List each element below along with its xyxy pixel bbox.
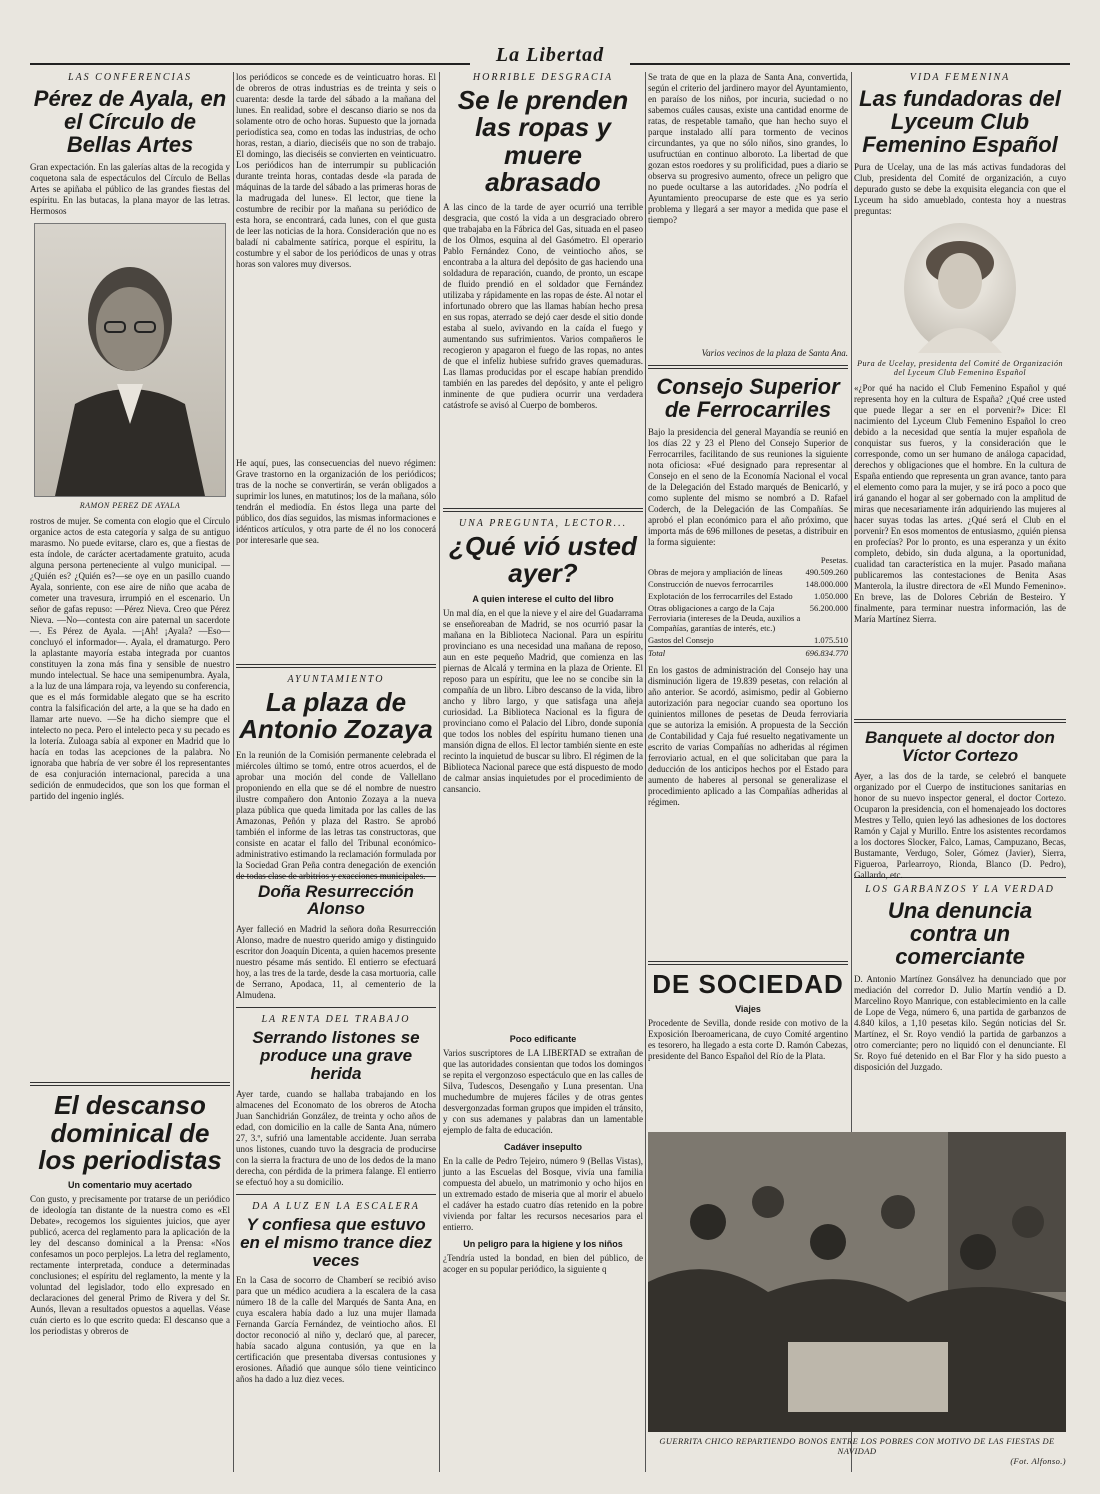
portrait-caption: RAMON PEREZ DE AYALA bbox=[79, 501, 181, 511]
article-headline: DE SOCIEDAD bbox=[652, 969, 844, 1000]
separator bbox=[236, 1007, 436, 1008]
table-row: Construcción de nuevos ferrocarriles 148.000.000 bbox=[648, 579, 848, 590]
portrait-photo bbox=[904, 223, 1016, 353]
article-body: En la Casa de socorro de Chamberí se recibió aviso para que un médico acudiera a la escalera de la casa número 18 de la calle del Marqués de Santa Ana, en cuya escalera había dado a luz una mujer llamada Fernanda García Fernández, de veintiocho años. El doctor reconoció al niño y, declaró que, al parecer, había sacado alguna contusión, ya que en la certificación que presentaba diversas contusiones y erosiones. Añadió que aunque sólo tiene veinticinco años ha dado a luz diez veces. bbox=[236, 1275, 436, 1385]
portrait-photo bbox=[34, 223, 226, 497]
section-label: VIDA FEMENINA bbox=[909, 72, 1011, 83]
column-divider bbox=[645, 72, 646, 1472]
table-total-row: Total 696.834.770 bbox=[648, 648, 848, 659]
article-intro: Gran expectación. En las galerías altas de la recogida y coquetona sala de espectáculos del Círculo de Bellas Artes se apiñaba el público de las grandes fiestas del espíritu. En las butacas, la plana mayor de las letras. Hermosos bbox=[30, 162, 230, 217]
section-label: LA RENTA DEL TRABAJO bbox=[261, 1014, 411, 1026]
article-body: rostros de mujer. Se comenta con elogio que el Círculo organice actos de esta categoría y salga de su antiguo marasmo. No puede evitarse, claro es, que a fiestas de esta índole, de carácter acertadamente gratuito, acuda alguna persona perteneciente al vulgo municipal. —¿Quién es? ¿Quién es?—se oye en un pasillo cuando Ayala, sonriente, con ese aire de niño que acaba de cometer una travesura, irrumpió en el escenario. Un señor de gafas repuso: —Pérez Nieva. Creo que Pérez Nieva. —No—contesta con aire paternal un sacerdote—. Es Pérez de Ayala. —¡Ah! ¡Ayala? —Eso—concluyó el informador—. Ayala, el dramaturgo. Pero la aplastante mayoría estaba integrada por cuantos constituyen la zona más fina y sensible de nuestro mundo intelectual. Se hace una semipenumbra. Ayala, a la luz de una lámpara roja, va leyendo su conferencia, que es el más formidable alegato que se ha escrito contra la falsificación del arte, a la que se ha dado en llamar arte nuevo. —Se ha dicho siempre que el intelecto no peca. Pero el intelecto peca y su pecado es la lotería. Zuloaga sabía al exponer en Madrid que lo hacía en todas las acepciones de la palabra. No ignoraba que habría de ver sobre él los representantes de esa conjuración internacional, parecida a una sedición de enmudecidos, que son los que forman el partido del ingenio inglés. bbox=[30, 516, 230, 802]
portrait-illustration bbox=[904, 223, 1016, 353]
article-body: los periódicos se concede es de veinticuatro horas. El de obreros de otras industrias es de treinta y seis o cuarenta: desde la tarde del sábado a la mañana del lunes. En realidad, sobre el descanso diario se nos da solamente otro de ocho horas. Supuesto que la jornada periodística sea, como en todas las industrias, de ocho horas, restan, a diario, dieciséis que no son de trabajo. El domingo, las dieciséis se convierten en veinticuatro. Los periódicos han de interrumpir su publicación durante treinta horas, contadas desde «la parada de máquinas de la tarde del sábado a las primeras horas de la madrugada del lunes». El lector, que tiene la costumbre de recibir por la mañana su periódico de esta hora, se encontrará, cada lunes, con el que gusta de leer las noticias de la hora. Consideración que no es baladí ni cabalmente satírica, porque el espíritu, la costumbre y el sabor de los periódicos de unas y otras horas son valores muy diversos. bbox=[236, 72, 436, 269]
article-body: He aquí, pues, las consecuencias del nuevo régimen: Grave trastorno en la organización de los periódicos; tras de la noche se convertirán, se verán obligados a suprimir los lunes, en matutinos; los de la mañana, sólo tendrán el mediodía. En éstos llega una parte del público, dos días seguidos, las mismas informaciones e idénticos artículos, y otra parte de él no los conocerá por interesarle que sea. bbox=[236, 458, 436, 545]
article-headline: Doña Resurrección Alonso bbox=[258, 881, 414, 919]
article-headline: ¿Qué vió usted ayer? bbox=[449, 531, 637, 589]
section-label: LOS GARBANZOS Y LA VERDAD bbox=[865, 883, 1055, 895]
separator bbox=[854, 719, 1066, 723]
article-body: En la calle de Pedro Tejeiro, número 9 (Bellas Vistas), junto a las Escuelas del Bosque, vivía una familia compuesta del abuelo, un matrimonio y ocho hijos en un extremado estado de miseria que al morir el abuelo el cadáver ha estado cuatro días retenido en la pobre vivienda por faltar les recursos necesarios para el entierro. bbox=[443, 1155, 643, 1232]
section-label: DA A LUZ EN LA ESCALERA bbox=[252, 1200, 420, 1212]
article-subhead: A quien interese el culto del libro bbox=[472, 593, 614, 604]
article-body: En los gastos de administración del Consejo hay una disminución ligera de 19.839 pesetas, con relación al año anterior. Se acordó, asimismo, pedir al Gobierno autorización para negociar cuando sea oportuno los quinientos millones de pesetas de Deuda ferroviaria que se autoriza la emisión. A propuesta de la Sección de Contabilidad y Caja fué resuelto negativamente un escrito de varias Compañías no adheridas al régimen ferroviario actual, en el que solicitaban que para la deducción de los anticipos hechos por el Estado para aumento de haberes al personal se generalizase el procedimiento aplicado a las Compañías adheridas al régimen. bbox=[648, 665, 848, 808]
separator bbox=[30, 1082, 230, 1086]
article-body: Con gusto, y precisamente por tratarse de un periódico de ideología tan distante de la nuestra como es «El Debate», recogemos los siguientes juicios, que ayer publicó, acerca del reglamento para la aplicación de la ley del descanso dominical a la Prensa: «Nos confesamos un poco perplejos. La letra del reglamento, rectamente interpretada, conduce a determinadas conclusiones; el espíritu del reglamento, la mente y la voluntad del legislador, todo ello expresado en declaraciones del general Primo de Rivera y del Sr. Aunós, llevan a resultados opuestos a aquellas. Véase cuán cierto es lo que escrito queda: El descanso que a los periodistas y obreros de bbox=[30, 1194, 230, 1337]
article-headline: El descanso dominical de los periodistas bbox=[38, 1090, 222, 1175]
portrait-caption: Pura de Ucelay, presidenta del Comité de Organización del Lyceum Club Femenino Español bbox=[857, 359, 1063, 378]
news-photo bbox=[648, 1132, 1066, 1466]
section-label: LAS CONFERENCIAS bbox=[68, 72, 192, 83]
masthead bbox=[30, 44, 1070, 68]
article-headline: Consejo Superior de Ferrocarriles bbox=[656, 374, 840, 423]
article-subhead: Poco edificante bbox=[509, 1033, 577, 1044]
budget-table bbox=[648, 554, 848, 659]
article-subhead: Un peligro para la higiene y los niños bbox=[463, 1238, 623, 1249]
article-body: Se trata de que en la plaza de Santa Ana, convertida, según el criterio del jardinero mayor del Ayuntamiento, en paraíso de los niños, por incuria, suciedad o no sabemos cuáles causas, existe una cantidad enorme de ratas, de respetable tamaño, que han hecho suyo el parque instalado allí para tormento de vecinos circundantes, ya que no sólo niños, sino grandes, lo usufructúan en continuo alboroto. La libertad de que gozan estos roedores y su prolificidad, pues a diario se observa su progresivo aumento, ofrece un peligro que no puede ocultarse a las autoridades. ¿No podría el Ayuntamiento preocuparse de este que es ya serio problema y llegará a ser mayor a medida que pase el tiempo? bbox=[648, 72, 848, 225]
article-headline: Las fundadoras del Lyceum Club Femenino Español bbox=[859, 86, 1061, 158]
column-4 bbox=[648, 72, 848, 1122]
masthead-rule-right bbox=[630, 63, 1070, 65]
article-headline: Una denuncia contra un comerciante bbox=[887, 897, 1033, 970]
article-body: ¿Tendría usted la bondad, en bien del público, de acoger en su popular periódico, la siguiente q bbox=[443, 1252, 643, 1274]
separator bbox=[443, 508, 643, 512]
column-divider bbox=[439, 72, 440, 1472]
article-body: En la reunión de la Comisión permanente celebrada el miércoles último se tomó, entre otros acuerdos, el de aprobar una moción del conde de Vallellano proponiendo en ella que se dé el nombre de nuestro ilustre compañero don Antonio Zozaya a la nueva plaza pública que queda limitada por las calles de las Amazonas, Peñón y plaza del Rastro. Se aprobó también el informe de las letras tas constructoras, que consiste en acatar el fallo del Tribunal económico-administrativo estimando la reclamación formulada por la Sociedad Gran Peña contra denegación de exención de todas clase de arbitrios y exacciones municipales. bbox=[236, 749, 436, 881]
article-subhead: Viajes bbox=[735, 1004, 761, 1015]
article-body: D. Antonio Martínez Gonsálvez ha denunciado que por mediación del corredor D. Julio Martín vendió a D. Marcelino Royo Manrique, con establecimiento en la calle de Lope de Vega, número 6, una partida de garbanzos de 4.840 kilos, a 1,10 pesetas kilo. Según noticias del Sr. Martínez, el Sr. Royo vendió la partida de garbanzos a otro comerciante; pero no liquidó con el denunciante. El Sr. Royo fué detenido en el Bar Flor y ha sido puesto a disposición del Juzgado. bbox=[854, 974, 1066, 1073]
letter-signature: Varios vecinos de la plaza de Santa Ana. bbox=[701, 348, 848, 358]
section-label: HORRIBLE DESGRACIA bbox=[472, 72, 614, 83]
column-2 bbox=[236, 72, 436, 1472]
article-headline: La plaza de Antonio Zozaya bbox=[239, 687, 433, 745]
masthead-title: La Libertad bbox=[495, 44, 605, 66]
section-label: UNA PREGUNTA, LECTOR... bbox=[458, 518, 628, 530]
article-body: Un mal día, en el que la nieve y el aire del Guadarrama se enseñoreaban de Madrid, se nos ocurrió pasar la mañana en la Biblioteca Nacional. Para un espíritu provinciano es una necesidad una mañana de reposo, aun en este pequeño Madrid, que comienza en las piernas de Alcalá y termina en la plaza de Oriente. El reposo para un espíritu, que lee no se concibe sin la compañía de un libro. Libro descanso de la vida, libro ancho y libro largo, y que satisfaga una añeja curiosidad. La Biblioteca Nacional es la figura de provinciano como el Palacio del Libro, donde suponía que todos los nobles del espíritu humano tienen una mansión digna de ellos. El lector también siente en este recinto la inquietud de buscar su libro. El régimen de la Biblioteca Nacional parece que está dispuesto de modo de calmar ansias inquietudes por el procedimiento de cansancio. bbox=[443, 607, 643, 794]
article-body: Procedente de Sevilla, donde reside con motivo de la Exposición Iberoamericana, de cuyo Comité argentino es tesorero, ha llegado a esta corte D. Ramón Cabezas, presidente del Banco Español del Río de la Plata. bbox=[648, 1018, 848, 1062]
table-row: Otras obligaciones a cargo de la Caja Ferroviaria (intereses de la Deuda, auxilios a Compañías, garantías de interés, etc.) 56.200.000 bbox=[648, 603, 848, 634]
article-body: Bajo la presidencia del general Mayandía se reunió en los días 22 y 23 el Pleno del Consejo Superior de Ferrocarriles, facilitando de sus reuniones la siguiente nota oficiosa: «Fué designado para representar al Consejo en el seno de la Economía Nacional el vocal de la Delegación del Estado marqués de Benicarló, y como suplente del mismo se nombró a D. Rafael Coderch, de la Delegación de las Compañías. Se aprobó el plan económico para el año próximo, que importa más de 696 millones de pesetas, a distribuir en la forma siguiente: bbox=[648, 427, 848, 548]
column-5 bbox=[854, 72, 1066, 1122]
article-headline: Se le prenden las ropas y muere abrasado bbox=[457, 85, 629, 197]
article-subhead: Un comentario muy acertado bbox=[67, 1180, 193, 1191]
crowd-illustration bbox=[648, 1132, 1066, 1432]
separator bbox=[236, 664, 436, 668]
table-header: Pesetas. bbox=[820, 555, 848, 566]
separator bbox=[648, 365, 848, 369]
column-1 bbox=[30, 72, 230, 1472]
separator bbox=[236, 1194, 436, 1195]
masthead-rule-left bbox=[30, 63, 470, 65]
article-headline: Y confiesa que estuvo en el mismo trance diez veces bbox=[240, 1214, 432, 1270]
article-body: Ayer, a las dos de la tarde, se celebró el banquete organizado por el Cuerpo de instituciones sanitarias en honor de su nuevo inspector general, el doctor Cortezo. Ocuparon la presidencia, con el homenajeado los doctores Mestres y Tello, quien leyó las adhesiones de los doctores Ramón y Cajal y Murillo. Entre los asistentes recordamos a los doctores Slocker, Falco, Lamas, Campuzano, Becas, Bustamante, Verdugo, Soler, Gómez (Javier), Sierra, Figueroa, Parlearroyo, Rionda, Blanco (D. Pedro), Gallardo, etc. bbox=[854, 770, 1066, 880]
article-body: Ayer falleció en Madrid la señora doña Resurrección Alonso, madre de nuestro querido amigo y distinguido escritor don Joaquín Dicenta, a quien hacemos presente nuestro pésame más sentido. El entierro se efectuará hoy, a las tres de la tarde, desde la casa mortuoria, calle de Serrano, Apodaca, 11, al cementerio de la Almudena. bbox=[236, 924, 436, 1001]
table-row: Explotación de los ferrocarriles del Estado 1.050.000 bbox=[648, 591, 848, 602]
article-headline: Serrando listones se produce una grave herida bbox=[252, 1028, 420, 1083]
column-3 bbox=[443, 72, 643, 1472]
portrait-illustration bbox=[35, 224, 225, 496]
article-subhead: Cadáver insepulto bbox=[503, 1141, 583, 1152]
separator bbox=[648, 961, 848, 965]
article-body: A las cinco de la tarde de ayer ocurrió una terrible desgracia, que costó la vida a un desgraciado obrero que trabajaba en la Fábrica del Gas, situada en el paseo de los Olmos, esquina al del Gasómetro. El operario Pablo Fernández Cono, de veintiocho años, se encontraba a la altura del depósito de gas haciendo una soldadura de reparación, cuando, de pronto, un escape de fluido prendió en el soldador que Fernández utilizaba y rápidamente en las ropas de éste. Al notar el infortunado obrero que las llamas habían hecho presa en sus ropas, aterrado se dejó caer desde el sitio donde estaba al suelo, avivando en la caída el fuego y aumentando sus sufrimientos. Varios compañeros le recogieron y apagaron el fuego de las ropas, no antes de que el infeliz hubiese sufrido graves quemaduras. Las llamas producidas por el escape habían prendido también en las paredes del depósito, y ante el peligro inminente de que pudiera ocurrir una verdadera catástrofe se avisó al Cuerpo de bomberos. bbox=[443, 202, 643, 411]
article-headline: Banquete al doctor don Víctor Cortezo bbox=[865, 728, 1055, 766]
article-body: Pura de Ucelay, una de las más activas fundadoras del Club, presidenta del Comité de organización, a cuyo depurado gusto se debe la exquisita elegancia con que el Lyceum ha sido amueblado, contesta hoy a nuestras preguntas: bbox=[854, 162, 1066, 217]
article-body: Ayer tarde, cuando se hallaba trabajando en los almacenes del Economato de los obreros de Atocha Juan Sanchidrián González, de treinta y ocho años de edad, con domicilio en la calle de Santa Ana, número 27, 3.º, sufrió una lamentable accidente. Juan serraba unos listones, cuando tuvo la desgracia de producirse con la sierra la fractura de uno de los dedos de la mano derecha, con pérdida de la primera falange. El entierro se efectuó hoy a su domicilio. bbox=[236, 1088, 436, 1187]
section-label: AYUNTAMIENTO bbox=[287, 674, 385, 685]
column-divider bbox=[233, 72, 234, 1472]
article-body: Varios suscriptores de LA LIBERTAD se extrañan de que las autoridades consientan que todos los domingos se repita el vergonzoso espectáculo que en las calles de Silva, Tudescos, Desengaño y Luna presentan. Una muchedumbre de mujeres fáciles y de otras gentes desvergonzadas forman grupos que impiden el tránsito, y con sus ademanes y palabras dan un lamentable ejemplo de falta de educación. bbox=[443, 1047, 643, 1135]
photo-credit: (Fot. Alfonso.) bbox=[1010, 1456, 1066, 1466]
crowd-photo-image bbox=[648, 1132, 1066, 1432]
article-headline: Pérez de Ayala, en el Círculo de Bellas Artes bbox=[33, 86, 227, 158]
table-row: Gastos del Consejo 1.075.510 bbox=[648, 635, 848, 646]
article-body: «¿Por qué ha nacido el Club Femenino Español y qué representa hoy en la cultura de España? ¿Qué cree usted que puede llegar a ser en el porvenir?» Dice: El nacimiento del Lyceum Club Femenino Español lo creo debido a la necesidad que sentía la mujer española de conquistar sus fueros, y la consideración que le corresponde, como un ser humano de análoga capacidad, derechos y obligaciones que el hombre. En la cultura de España entiendo que representa un gran avance, tanto para el elemento como para la mujer, y se irá poco a poco que irá ganando el hogar al ser gobernado con la amplitud de miras que necesariamente irán adquiriendo las mujeres al hacer suyas todas las artes. ¿Qué será el Club en el porvenir? En esos momentos de entusiasmo, ¿quién piensa en profecías? Por lo pronto, es una esperanza y un éxito completo, debido, sin duda alguna, a la oportunidad, cualidad tan característica en la mujer. Pasado mañana publicaremos las contestaciones de Benita Asas Manterola, la ilustre directora de «El Mundo Femenino». En breve, las de Dolores Cebrián de Besteiro. Y finalmente, para terminar nuestra información, las de María Martínez Sierra. bbox=[854, 383, 1066, 625]
table-row: Obras de mejora y ampliación de líneas 490.509.260 bbox=[648, 567, 848, 578]
photo-caption: GUERRITA CHICO REPARTIENDO BONOS ENTRE LOS POBRES CON MOTIVO DE LAS FIESTAS DE NAVIDAD bbox=[659, 1436, 1055, 1456]
